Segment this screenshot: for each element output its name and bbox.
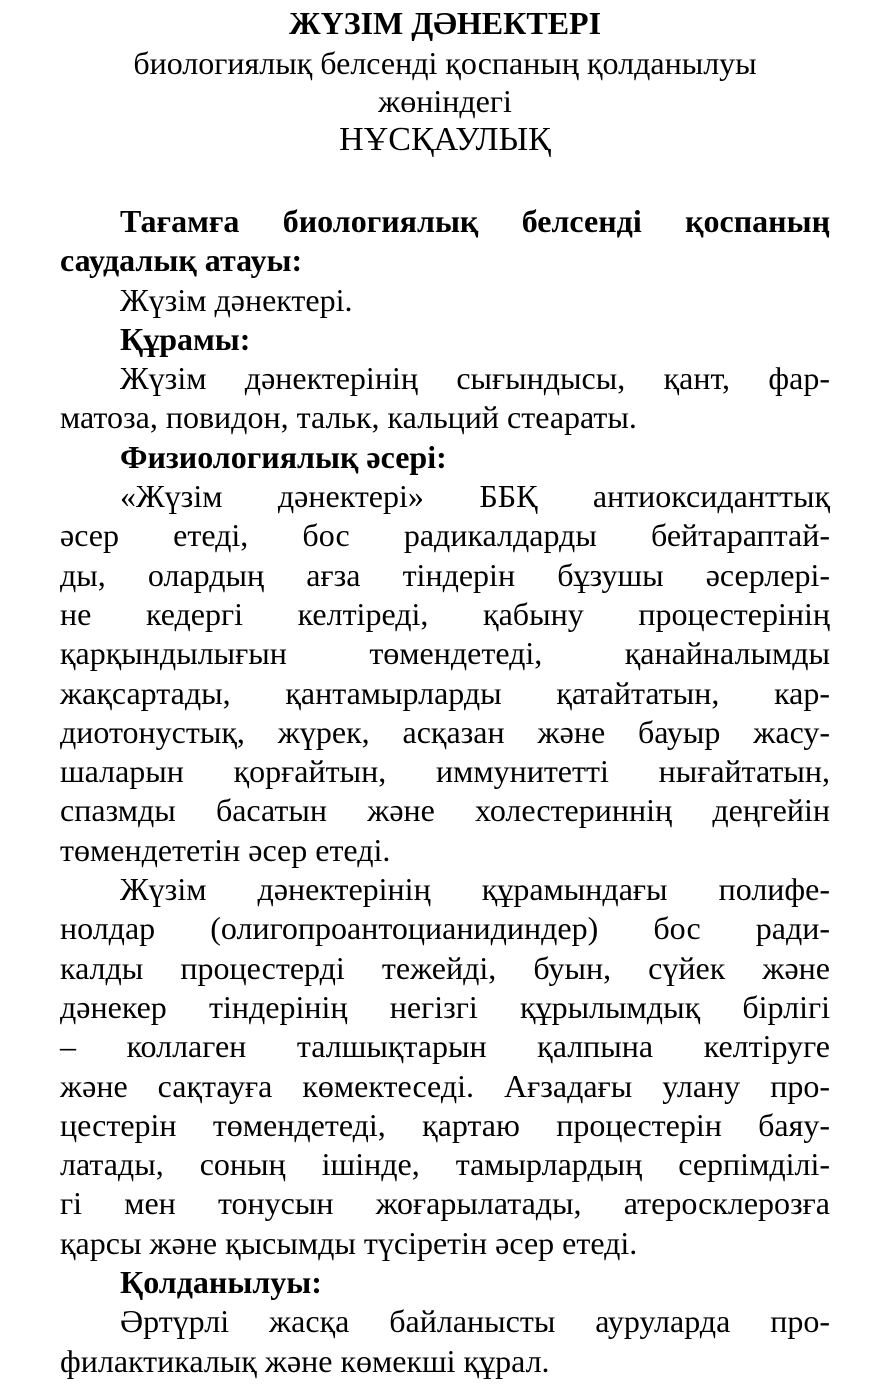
effect-p1-line: төмендететін әсер етеді. — [60, 831, 391, 868]
document-page — [60, 0, 830, 1381]
composition-line-1: Жүзім дәнектерінің сығындысы, қант, фар- — [120, 360, 830, 397]
effect-p2-line: гі мен тонусын жоғарылатады, атеросклерозға — [60, 1185, 830, 1222]
effect-p2-line: цестерін төмендетеді, қартаю процестерін баяу- — [60, 1106, 830, 1143]
document-body — [60, 202, 830, 1381]
effect-p1-line: «Жүзім дәнектері» ББҚ антиоксиданттық — [120, 478, 830, 515]
effect-p1-line: диотонустық, жүрек, асқазан және бауыр жасу- — [60, 713, 830, 750]
effect-heading: Физиологиялық әсері: — [120, 438, 447, 475]
section-effect — [60, 438, 830, 1263]
effect-p2-line: Жүзім дәнектерінің құрамындағы полифе- — [120, 871, 830, 908]
effect-p1-line: қарқындылығын төмендетеді, қанайналымды — [60, 635, 830, 672]
effect-p2-line: латады, соның ішінде, тамырлардың серпімділі- — [60, 1146, 830, 1183]
trade-name-heading-line-1: Тағамға биологиялық белсенді қоспаның — [120, 203, 830, 239]
composition-line-2: матоза, повидон, тальк, кальций стеараты. — [60, 399, 637, 436]
effect-p2-line: – коллаген талшықтарын қалпына келтіруге — [60, 1028, 830, 1065]
composition-heading: Құрамы: — [120, 320, 251, 357]
document-subtitle-line-2: жөніндегі — [378, 83, 512, 119]
effect-p1-line: әсер етеді, бос радикалдарды бейтараптай- — [60, 517, 830, 554]
trade-name-heading-line-2: саудалық атауы: — [60, 242, 303, 279]
usage-heading: Қолданылуы: — [120, 1264, 322, 1301]
effect-p2-line: және сақтауға көмектеседі. Ағзадағы улану про- — [60, 1067, 830, 1104]
effect-p2-line: қарсы және қысымды түсіретін әсер етеді. — [60, 1224, 638, 1261]
document-title: ЖҮЗІМ ДӘНЕКТЕРІ — [288, 5, 602, 41]
effect-p2-line: нолдар (олигопроантоцианидиндер) бос ради- — [60, 910, 830, 947]
document-header — [60, 2, 830, 160]
usage-line-2: филактикалық және көмекші құрал. — [60, 1342, 550, 1379]
usage-line-1: Әртүрлі жасқа байланысты ауруларда про- — [120, 1303, 830, 1340]
effect-p2-line: калды процестерді тежейді, буын, сүйек және — [60, 949, 830, 986]
section-composition — [60, 320, 830, 438]
document-subtitle-line-1: биологиялық белсенді қоспаның қолданылуы — [133, 45, 757, 81]
effect-p1-line: ды, олардың ағза тіндерін бұзушы әсерлері- — [60, 556, 830, 593]
effect-p1-line: не кедергі келтіреді, қабыну процестерінің — [60, 595, 830, 632]
trade-name-text: Жүзім дәнектері. — [120, 281, 353, 318]
effect-p2-line: дәнекер тіндерінің негізгі құрылымдық бірлігі — [60, 988, 830, 1025]
section-trade-name — [60, 202, 830, 320]
effect-p1-line: шаларын қорғайтын, иммунитетті нығайтатын, — [60, 753, 830, 790]
effect-p1-line: жақсартады, қантамырларды қатайтатын, кар- — [60, 674, 830, 711]
section-usage — [60, 1263, 830, 1381]
document-kind: НҰСҚАУЛЫҚ — [339, 121, 551, 158]
effect-p1-line: спазмды басатын және холестериннің деңгейін — [60, 792, 830, 829]
